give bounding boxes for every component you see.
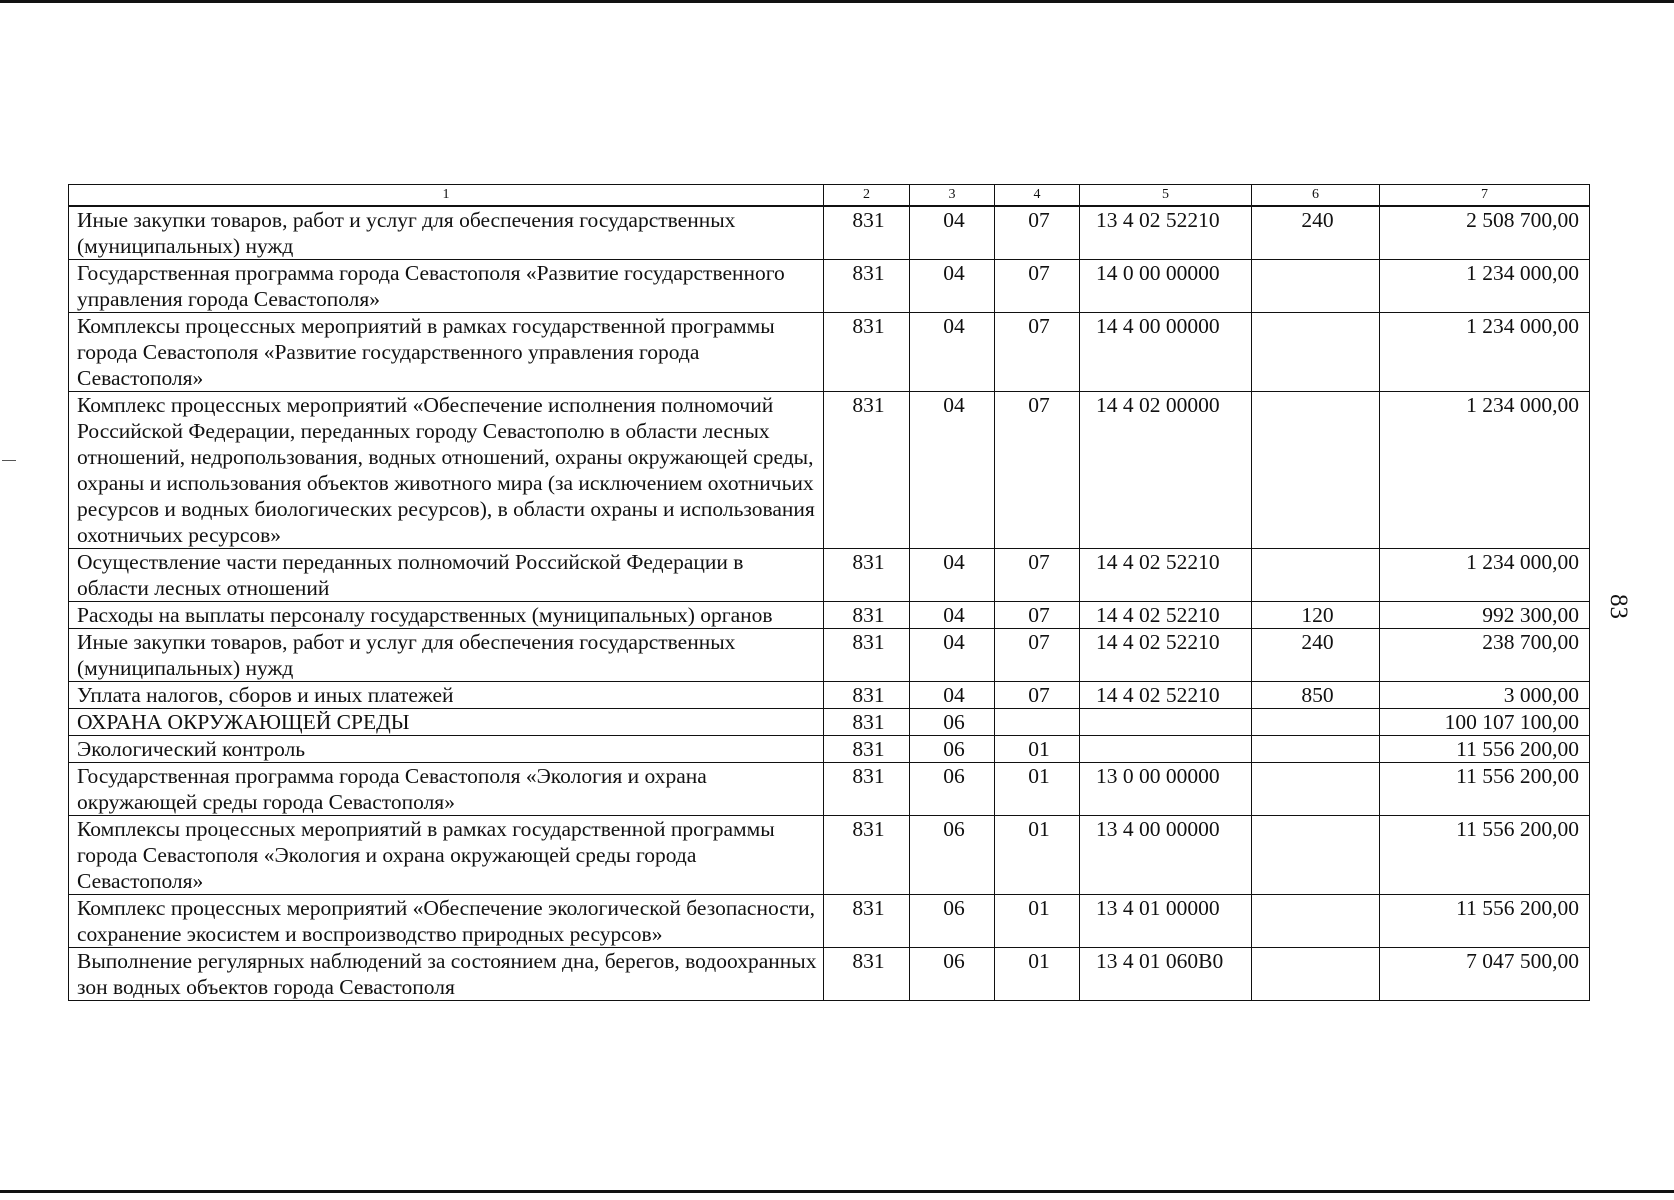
row-grbs-code: 831	[824, 313, 910, 392]
row-amount: 100 107 100,00	[1380, 709, 1590, 736]
row-grbs-code: 831	[824, 682, 910, 709]
row-section-code: 04	[910, 260, 995, 313]
row-subsection-code: 07	[995, 549, 1080, 602]
row-expense-type	[1252, 895, 1380, 948]
table-row	[69, 816, 1590, 895]
row-grbs-code: 831	[824, 206, 910, 260]
budget-table-body	[69, 206, 1590, 1001]
row-section-code: 06	[910, 709, 995, 736]
row-expense-type	[1252, 948, 1380, 1001]
row-amount: 11 556 200,00	[1380, 736, 1590, 763]
row-amount: 992 300,00	[1380, 602, 1590, 629]
row-expense-type: 240	[1252, 206, 1380, 260]
row-name: Комплекс процессных мероприятий «Обеспечение экологической безопасности, сохранение экосистем и воспроизводство природных ресурсов»	[69, 895, 824, 948]
row-expense-type	[1252, 763, 1380, 816]
page-number: 83	[1605, 594, 1632, 619]
row-target-article: 14 4 02 52210	[1080, 682, 1252, 709]
row-name: Государственная программа города Севастополя «Развитие государственного управления города Севастополя»	[69, 260, 824, 313]
row-amount: 238 700,00	[1380, 629, 1590, 682]
row-name: Комплексы процессных мероприятий в рамках государственной программы города Севастополя «Экология и охрана окружающей среды города Севастополя»	[69, 816, 824, 895]
row-name: Экологический контроль	[69, 736, 824, 763]
row-section-code: 04	[910, 682, 995, 709]
row-target-article: 13 4 02 52210	[1080, 206, 1252, 260]
row-amount: 7 047 500,00	[1380, 948, 1590, 1001]
row-grbs-code: 831	[824, 736, 910, 763]
row-section-code: 04	[910, 206, 995, 260]
row-subsection-code: 07	[995, 682, 1080, 709]
row-section-code: 04	[910, 313, 995, 392]
row-target-article: 14 4 00 00000	[1080, 313, 1252, 392]
row-expense-type	[1252, 392, 1380, 549]
row-section-code: 06	[910, 816, 995, 895]
table-row	[69, 313, 1590, 392]
row-expense-type	[1252, 816, 1380, 895]
table-row	[69, 736, 1590, 763]
row-subsection-code: 07	[995, 392, 1080, 549]
row-grbs-code: 831	[824, 895, 910, 948]
row-target-article: 13 4 00 00000	[1080, 816, 1252, 895]
row-target-article: 14 4 02 00000	[1080, 392, 1252, 549]
table-row	[69, 629, 1590, 682]
row-section-code: 04	[910, 392, 995, 549]
row-section-code: 04	[910, 629, 995, 682]
row-subsection-code: 01	[995, 763, 1080, 816]
row-name: Уплата налогов, сборов и иных платежей	[69, 682, 824, 709]
table-row	[69, 895, 1590, 948]
row-section-code: 06	[910, 763, 995, 816]
row-section-code: 06	[910, 948, 995, 1001]
row-expense-type	[1252, 709, 1380, 736]
row-subsection-code	[995, 709, 1080, 736]
row-target-article: 13 0 00 00000	[1080, 763, 1252, 816]
row-amount: 3 000,00	[1380, 682, 1590, 709]
row-expense-type	[1252, 549, 1380, 602]
margin-mark	[2, 460, 16, 461]
row-name: Осуществление части переданных полномочий Российской Федерации в области лесных отношений	[69, 549, 824, 602]
row-name: Государственная программа города Севастополя «Экология и охрана окружающей среды города Севастополя»	[69, 763, 824, 816]
table-row	[69, 682, 1590, 709]
row-amount: 11 556 200,00	[1380, 816, 1590, 895]
column-number: 1	[69, 185, 824, 207]
row-target-article: 14 0 00 00000	[1080, 260, 1252, 313]
row-grbs-code: 831	[824, 392, 910, 549]
row-name: Комплексы процессных мероприятий в рамках государственной программы города Севастополя «Развитие государственного управления города Севастополя»	[69, 313, 824, 392]
row-expense-type	[1252, 313, 1380, 392]
table-row	[69, 763, 1590, 816]
table-row	[69, 206, 1590, 260]
row-section-code: 06	[910, 895, 995, 948]
row-amount: 1 234 000,00	[1380, 260, 1590, 313]
row-target-article: 14 4 02 52210	[1080, 602, 1252, 629]
table-row	[69, 948, 1590, 1001]
row-name: Выполнение регулярных наблюдений за состоянием дна, берегов, водоохранных зон водных объектов города Севастополя	[69, 948, 824, 1001]
row-grbs-code: 831	[824, 948, 910, 1001]
row-name: Иные закупки товаров, работ и услуг для обеспечения государственных (муниципальных) нужд	[69, 206, 824, 260]
column-number: 5	[1080, 185, 1252, 207]
row-amount: 1 234 000,00	[1380, 549, 1590, 602]
row-name: ОХРАНА ОКРУЖАЮЩЕЙ СРЕДЫ	[69, 709, 824, 736]
row-subsection-code: 01	[995, 948, 1080, 1001]
column-number: 3	[910, 185, 995, 207]
row-subsection-code: 01	[995, 895, 1080, 948]
row-grbs-code: 831	[824, 260, 910, 313]
column-number: 4	[995, 185, 1080, 207]
column-number: 7	[1380, 185, 1590, 207]
row-grbs-code: 831	[824, 709, 910, 736]
row-name: Комплекс процессных мероприятий «Обеспечение исполнения полномочий Российской Федерации, переданных городу Севастополю в области лесных отношений, недропользования, водных отношений, охраны окружающей среды, охраны и использования объектов животного мира (за исключением охотничьих ресурсов и водных биологических ресурсов), в области охраны и использования охотничьих ресурсов»	[69, 392, 824, 549]
row-expense-type	[1252, 260, 1380, 313]
table-row	[69, 392, 1590, 549]
row-section-code: 04	[910, 549, 995, 602]
scan-edge-top	[0, 0, 1674, 3]
column-number: 6	[1252, 185, 1380, 207]
row-target-article: 13 4 01 00000	[1080, 895, 1252, 948]
table-row	[69, 709, 1590, 736]
budget-table	[68, 184, 1590, 1001]
row-amount: 11 556 200,00	[1380, 895, 1590, 948]
row-subsection-code: 01	[995, 736, 1080, 763]
row-expense-type: 240	[1252, 629, 1380, 682]
row-subsection-code: 07	[995, 260, 1080, 313]
row-grbs-code: 831	[824, 629, 910, 682]
table-row	[69, 260, 1590, 313]
row-subsection-code: 07	[995, 206, 1080, 260]
row-target-article: 14 4 02 52210	[1080, 549, 1252, 602]
row-amount: 1 234 000,00	[1380, 313, 1590, 392]
row-grbs-code: 831	[824, 763, 910, 816]
row-target-article: 13 4 01 060В0	[1080, 948, 1252, 1001]
row-target-article: 14 4 02 52210	[1080, 629, 1252, 682]
row-grbs-code: 831	[824, 549, 910, 602]
table-row	[69, 602, 1590, 629]
row-amount: 2 508 700,00	[1380, 206, 1590, 260]
row-amount: 1 234 000,00	[1380, 392, 1590, 549]
row-expense-type	[1252, 736, 1380, 763]
row-section-code: 04	[910, 602, 995, 629]
row-subsection-code: 07	[995, 313, 1080, 392]
row-subsection-code: 01	[995, 816, 1080, 895]
row-target-article	[1080, 736, 1252, 763]
row-expense-type: 850	[1252, 682, 1380, 709]
row-target-article	[1080, 709, 1252, 736]
scan-edge-bottom	[0, 1190, 1674, 1193]
row-grbs-code: 831	[824, 816, 910, 895]
table-row	[69, 549, 1590, 602]
column-number-row	[69, 185, 1590, 207]
row-section-code: 06	[910, 736, 995, 763]
row-subsection-code: 07	[995, 602, 1080, 629]
row-subsection-code: 07	[995, 629, 1080, 682]
row-amount: 11 556 200,00	[1380, 763, 1590, 816]
row-name: Иные закупки товаров, работ и услуг для обеспечения государственных (муниципальных) нужд	[69, 629, 824, 682]
row-grbs-code: 831	[824, 602, 910, 629]
row-expense-type: 120	[1252, 602, 1380, 629]
column-number: 2	[824, 185, 910, 207]
row-name: Расходы на выплаты персоналу государственных (муниципальных) органов	[69, 602, 824, 629]
